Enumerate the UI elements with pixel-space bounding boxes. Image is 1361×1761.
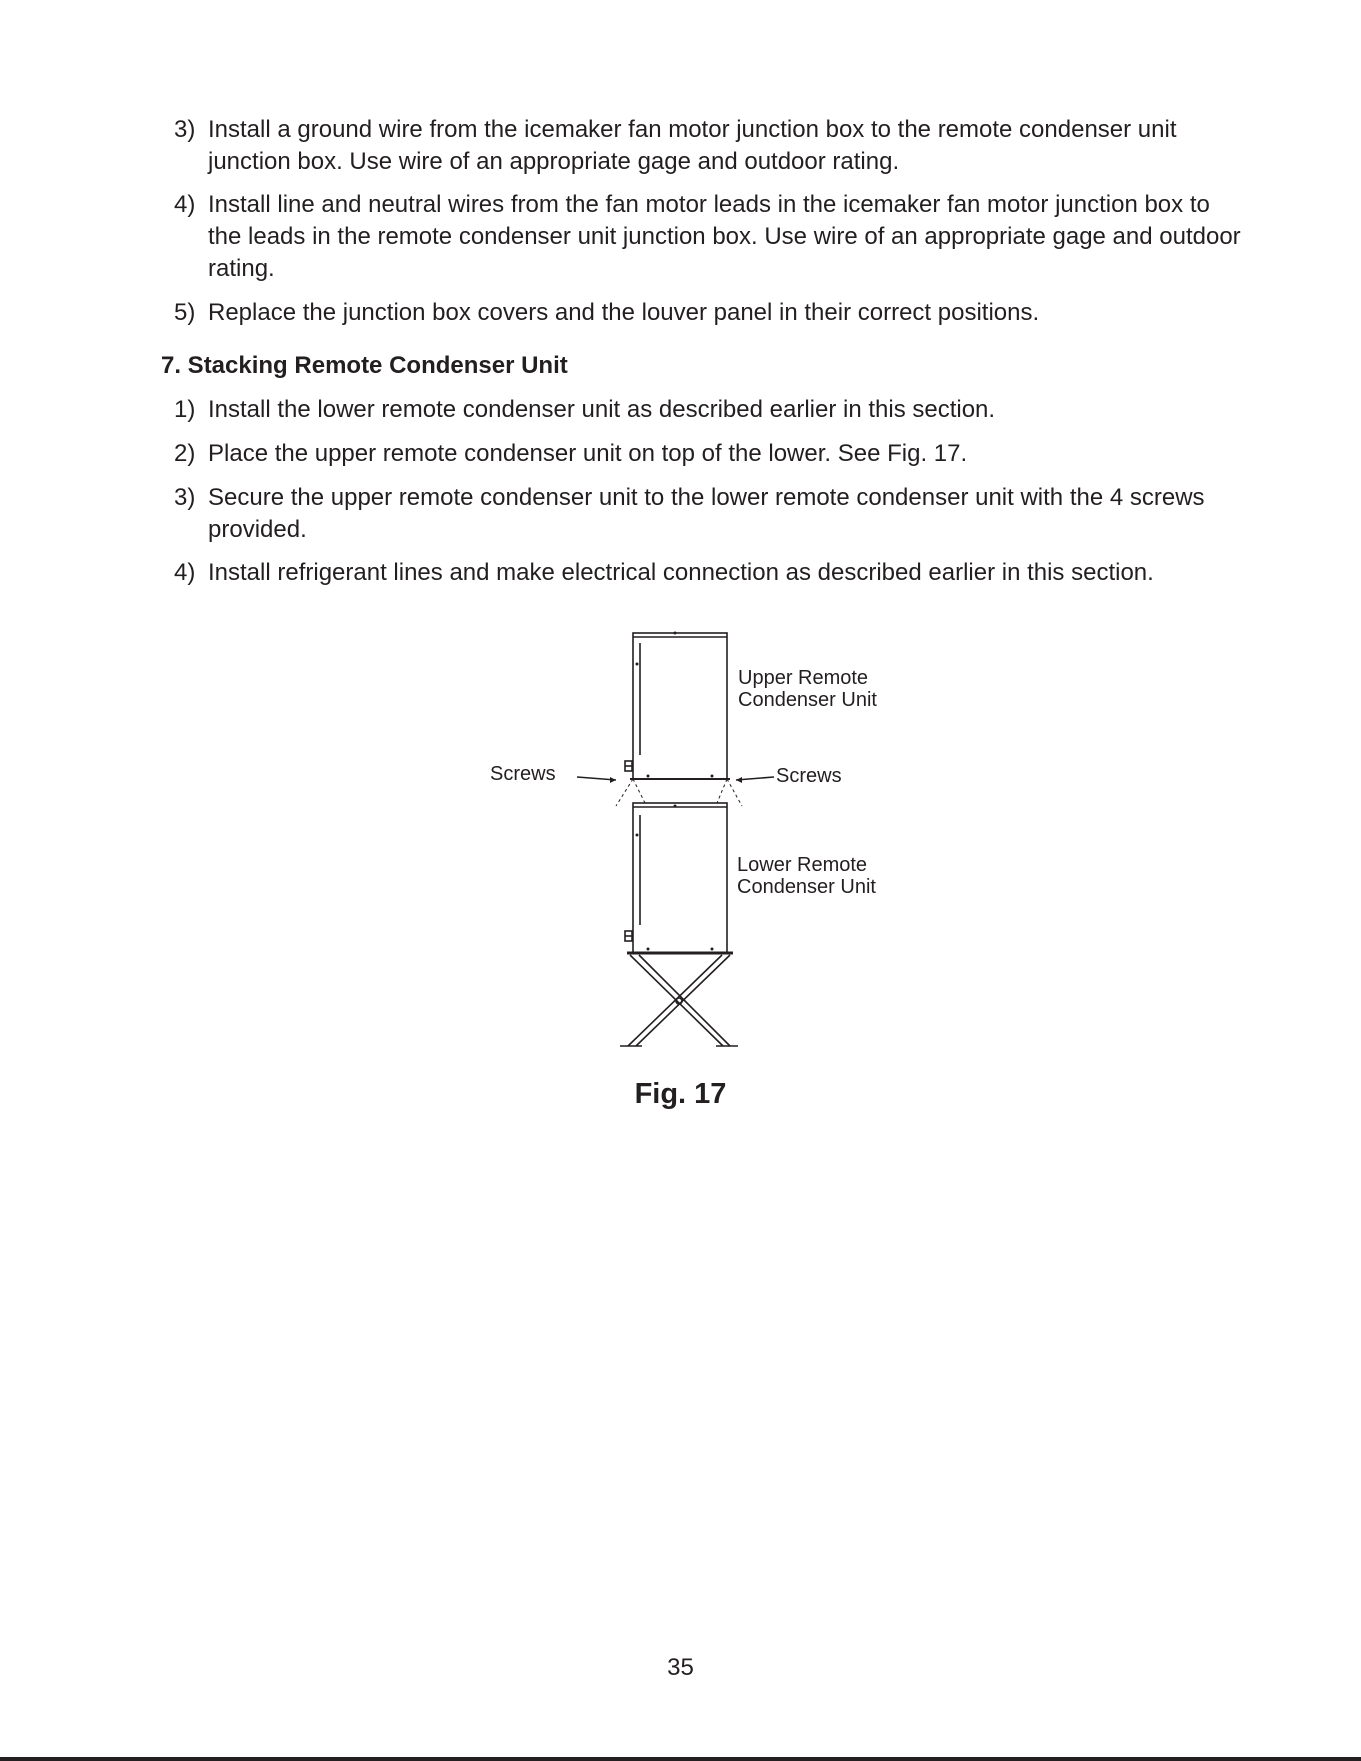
upper-unit-label-line2: Condenser Unit bbox=[738, 689, 877, 711]
step-4-line-neutral-wires bbox=[174, 189, 1244, 285]
step-5-replace-covers bbox=[174, 297, 1274, 329]
screws-left-label: Screws bbox=[490, 763, 556, 785]
section-heading: 7. Stacking Remote Condenser Unit bbox=[161, 352, 568, 379]
step-number: 2) bbox=[174, 440, 196, 467]
screw-alignment-lines bbox=[616, 779, 742, 806]
step-text: Replace the junction box covers and the louver panel in their correct positions. bbox=[208, 299, 1040, 326]
step-number: 1) bbox=[174, 396, 196, 423]
lower-unit-label-line2: Condenser Unit bbox=[737, 876, 876, 898]
step-text: Install the lower remote condenser unit as described earlier in this section. bbox=[208, 396, 996, 423]
step-text: Install a ground wire from the icemaker fan motor junction box to the remote condenser unit junction box. Use wire of an appropriate gage and outdoor rating. bbox=[208, 116, 1177, 175]
step-number: 3) bbox=[174, 116, 196, 143]
step-text: Install refrigerant lines and make electrical connection as described earlier in this section. bbox=[208, 559, 1154, 586]
step-number: 4) bbox=[174, 191, 196, 218]
step-number: 5) bbox=[174, 299, 196, 326]
step-number: 4) bbox=[174, 559, 196, 586]
step-text: Secure the upper remote condenser unit to the lower remote condenser unit with the 4 screws provided. bbox=[208, 484, 1205, 543]
screws-right-label: Screws bbox=[776, 765, 842, 787]
step-2-place-upper bbox=[174, 438, 1274, 470]
step-1-install-lower bbox=[174, 394, 1274, 426]
step-4-refrigerant-lines bbox=[174, 557, 1174, 589]
lower-condenser-unit bbox=[625, 803, 733, 953]
step-text: Install line and neutral wires from the fan motor leads in the icemaker fan motor junction box to the leads in the remote condenser unit junction box. Use wire of an appropriate gage and outdoor rating. bbox=[208, 191, 1241, 282]
figure-caption: Fig. 17 bbox=[634, 1078, 727, 1110]
step-number: 3) bbox=[174, 484, 196, 511]
bottom-rule bbox=[0, 1757, 1361, 1761]
lower-unit-label-line1: Lower Remote bbox=[737, 854, 868, 876]
x-stand bbox=[620, 955, 738, 1046]
fig-17-diagram bbox=[470, 625, 910, 1065]
upper-condenser-unit bbox=[625, 633, 730, 779]
step-text: Place the upper remote condenser unit on top of the lower. See Fig. 17. bbox=[208, 440, 968, 467]
step-3-secure-upper bbox=[174, 482, 1234, 546]
step-3-ground-wire bbox=[174, 114, 1244, 178]
upper-unit-label-line1: Upper Remote bbox=[738, 667, 869, 689]
page-number: 35 bbox=[667, 1654, 694, 1681]
